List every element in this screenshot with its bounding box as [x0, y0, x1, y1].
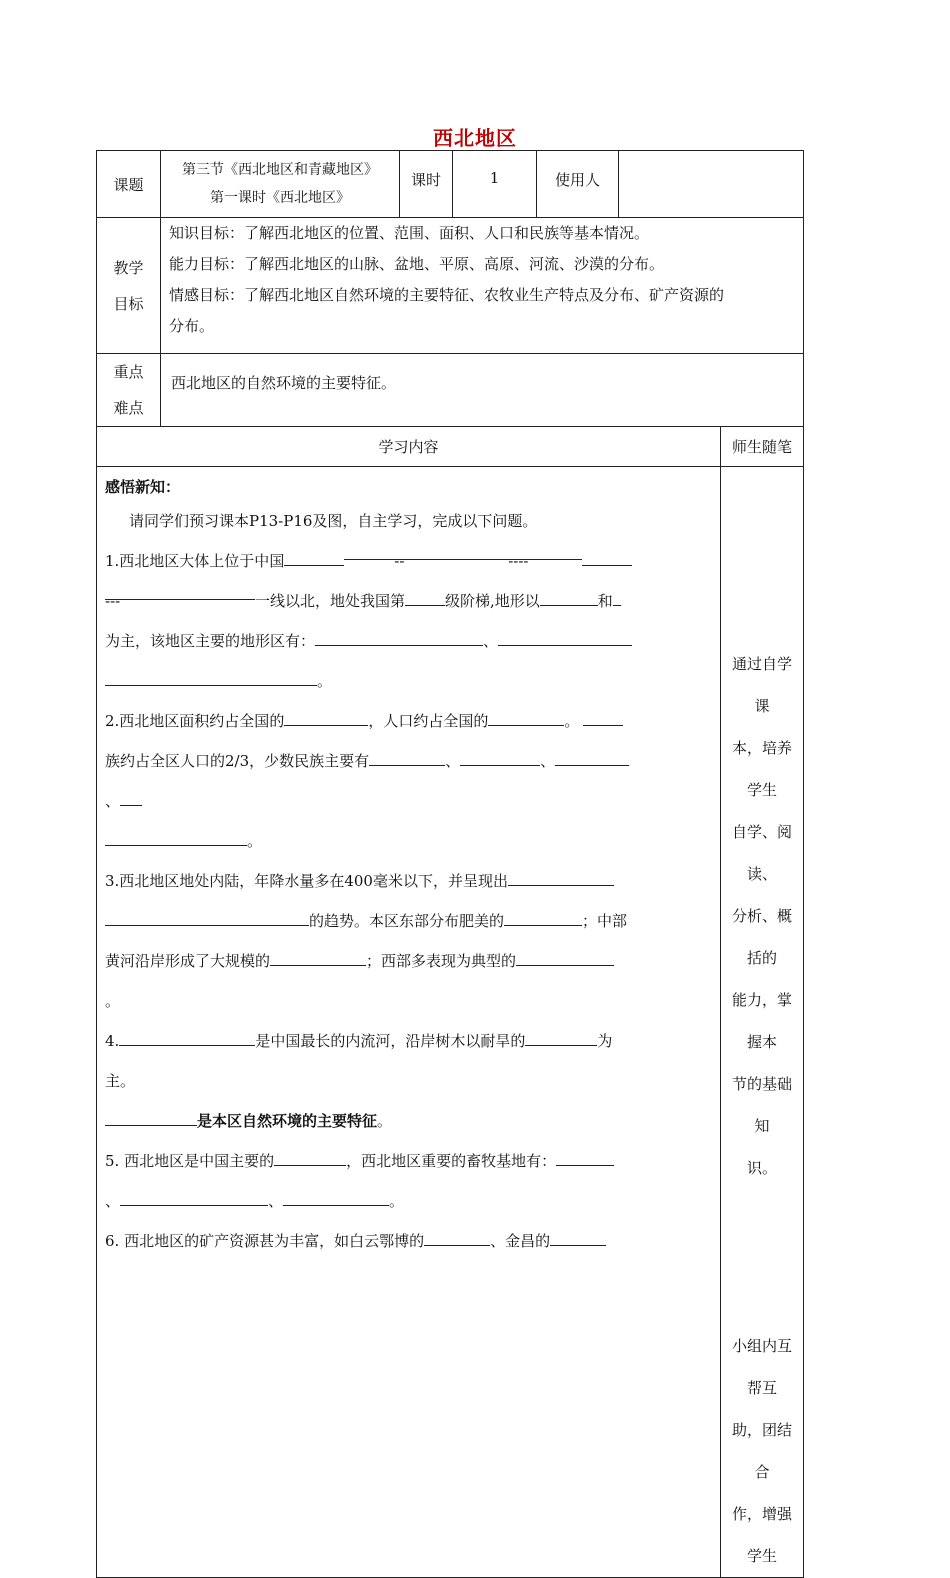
q1-dash: -- [344, 541, 454, 560]
q1-text-f: 级阶梯,地形以 [445, 592, 540, 610]
q1-text-h: 为主，该地区主要的地形区有： [105, 632, 316, 650]
blank[interactable] [516, 947, 614, 966]
ability-goal: 能力目标：了解西北地区的山脉、盆地、平原、高原、河流、沙漠的分布。 [169, 255, 665, 273]
q3-text-b: 的趋势。本区东部分布肥美的 [309, 912, 505, 930]
blank[interactable] [504, 907, 582, 926]
emotion-goal-part2: 点及分布、矿产资源的 [574, 286, 725, 304]
question-4-line2: 主。 [105, 1072, 136, 1090]
blank[interactable] [105, 1107, 197, 1126]
blank[interactable] [525, 1027, 597, 1046]
header-row [97, 151, 804, 218]
question-2-line2 [105, 741, 710, 781]
note-line: 识。 [746, 1159, 777, 1177]
blank[interactable] [508, 867, 614, 886]
q2-text-d: 族约占全区人口的2/3，少数民族主要有 [105, 752, 370, 770]
blank[interactable] [274, 1147, 346, 1166]
blank[interactable] [540, 587, 598, 606]
q3-text-a: 3.西北地区地处内陆，年降水量多在400毫米以下，并呈现出 [105, 872, 508, 890]
question-2-line1 [105, 701, 710, 741]
notes-spacer [727, 1189, 797, 1325]
q6-text-a: 6. 西北地区的矿产资源甚为丰富，如白云鄂博的 [105, 1232, 425, 1250]
question-2-line4 [105, 821, 710, 861]
blank[interactable] [284, 707, 368, 726]
note-line: 分析、概括的 [731, 907, 792, 967]
key-points-label-line1: 重点 [113, 363, 144, 381]
blank[interactable] [315, 627, 483, 646]
lesson-plan-table [96, 150, 804, 1578]
blank[interactable] [460, 747, 540, 766]
teacher-student-notes [721, 467, 804, 1578]
q5-text-a: 5. 西北地区是中国主要的 [105, 1152, 275, 1170]
question-4-line1 [105, 1021, 710, 1061]
blank[interactable] [405, 587, 445, 606]
question-3-line2 [105, 901, 710, 941]
note-line: 通过自学课 [731, 655, 792, 715]
question-2-line3 [105, 781, 710, 821]
blank[interactable] [119, 1027, 255, 1046]
q3-text-d: 黄河沿岸形成了大规模的 [105, 952, 271, 970]
q3-text-e: ；西部多表现为典型的 [366, 952, 517, 970]
blank[interactable] [105, 827, 247, 846]
blank[interactable] [369, 747, 445, 766]
blank[interactable] [583, 707, 623, 726]
note-line: 自学、阅读、 [731, 823, 792, 883]
emotion-goal-end: 分布。 [169, 317, 215, 335]
q2-text-c: 。 [564, 712, 580, 730]
user-label: 使用人 [537, 151, 619, 218]
blank[interactable] [120, 1187, 268, 1206]
note-line: 小组内互帮互 [731, 1337, 792, 1397]
blank[interactable] [284, 547, 344, 566]
question-1-line3 [105, 621, 710, 661]
question-3-line1 [105, 861, 710, 901]
q2-text-f: 、 [540, 752, 556, 770]
section-heading: 感悟新知： [105, 478, 181, 496]
q5-text-d: 、 [268, 1192, 284, 1210]
goals-text [161, 218, 804, 354]
emotion-goal-part1: 情感目标：了解西北地区自然环境的主要特征、农牧业生产特 [169, 286, 575, 304]
knowledge-goal: 知识目标：了解西北地区的位置、范围、面积、人口和民族等基本情况。 [169, 224, 650, 242]
q2-text-b: ，人口约占全国的 [368, 712, 489, 730]
q1-text-i: 、 [483, 632, 499, 650]
q1-dash3: --- [105, 581, 255, 600]
q5-text-c: 、 [105, 1192, 121, 1210]
blank[interactable] [283, 1187, 389, 1206]
question-5-line1 [105, 1141, 710, 1181]
q4-text-b: 是中国最长的内流河，沿岸树木以耐旱的 [255, 1032, 526, 1050]
question-3-line3 [105, 941, 710, 981]
lesson-title-line2: 第一课时《西北地区》 [210, 190, 350, 206]
lesson-title-line1: 第三节《西北地区和青藏地区》 [182, 162, 378, 178]
q4-text-f: 。 [377, 1112, 393, 1130]
q2-text-h: 。 [247, 832, 263, 850]
intro-text: 请同学们预习课本P13-P16及图，自主学习，完成以下问题。 [129, 512, 538, 530]
q4-text-c: 为 [597, 1032, 613, 1050]
key-points-row [97, 354, 804, 427]
q1-text-e: 一线以北，地处我国第 [255, 592, 406, 610]
lesson-title [161, 151, 400, 218]
emotion-goal [169, 280, 799, 311]
q2-text-e: 、 [445, 752, 461, 770]
key-points-label [97, 354, 161, 427]
q6-text-b: 、金昌的 [490, 1232, 551, 1250]
question-6-line1 [105, 1221, 710, 1261]
period-label: 课时 [400, 151, 453, 218]
blank[interactable] [424, 1227, 490, 1246]
blank[interactable] [550, 1227, 606, 1246]
blank[interactable] [120, 787, 142, 806]
q3-text-c: ；中部 [582, 912, 628, 930]
notes-column-header: 师生随笔 [721, 427, 804, 467]
notes-spacer [727, 467, 797, 643]
note-line: 本，培养学生 [731, 739, 792, 799]
content-column-header: 学习内容 [97, 427, 721, 467]
page-title: 西北地区 [433, 126, 517, 150]
note-line: 能力，掌握本 [731, 991, 792, 1051]
q1-text-j: 。 [317, 672, 333, 690]
q1-text-a: 1.西北地区大体上位于中国 [105, 552, 285, 570]
q5-text-b: ，西北地区重要的畜牧基地有： [346, 1152, 557, 1170]
main-row [97, 467, 804, 1578]
blank[interactable] [488, 707, 564, 726]
goals-label-line2: 目标 [113, 294, 144, 313]
blank[interactable] [105, 667, 209, 686]
period-value: 1 [453, 151, 537, 218]
q2-text-g: 、 [105, 792, 121, 810]
blank[interactable] [105, 907, 309, 926]
question-1-line1 [105, 541, 710, 581]
q4-text-e: 是本区自然环境的主要特征 [197, 1112, 378, 1130]
topic-label: 课题 [97, 151, 161, 218]
question-1-line4 [105, 661, 710, 701]
q1-dash2: ---- [454, 541, 582, 560]
q5-text-e: 。 [389, 1192, 405, 1210]
q1-text-g: 和 [597, 592, 613, 610]
note-line: 作，增强学生 [731, 1505, 792, 1565]
blank[interactable] [270, 947, 366, 966]
blank[interactable] [209, 667, 317, 686]
goals-label-line1: 教学 [113, 258, 144, 277]
note-line: 节的基础知 [731, 1075, 792, 1135]
question-3-line4: 。 [105, 992, 121, 1010]
columns-row [97, 427, 804, 467]
key-points-label-line2: 难点 [113, 399, 144, 417]
key-points-text: 西北地区的自然环境的主要特征。 [161, 354, 804, 427]
blank[interactable] [582, 547, 632, 566]
question-1-line2 [105, 581, 710, 621]
blank[interactable] [556, 1147, 614, 1166]
note-line: 助，团结合 [731, 1421, 792, 1481]
goals-row [97, 218, 804, 354]
blank[interactable] [555, 747, 629, 766]
goals-label [97, 218, 161, 354]
question-4-line3 [105, 1101, 710, 1141]
user-value [619, 151, 804, 218]
blank[interactable] [498, 627, 632, 646]
question-5-line2 [105, 1181, 710, 1221]
learning-content [97, 467, 721, 1578]
q4-text-a: 4. [105, 1032, 120, 1050]
blank[interactable] [613, 587, 621, 606]
q2-text-a: 2.西北地区面积约占全国的 [105, 712, 285, 730]
